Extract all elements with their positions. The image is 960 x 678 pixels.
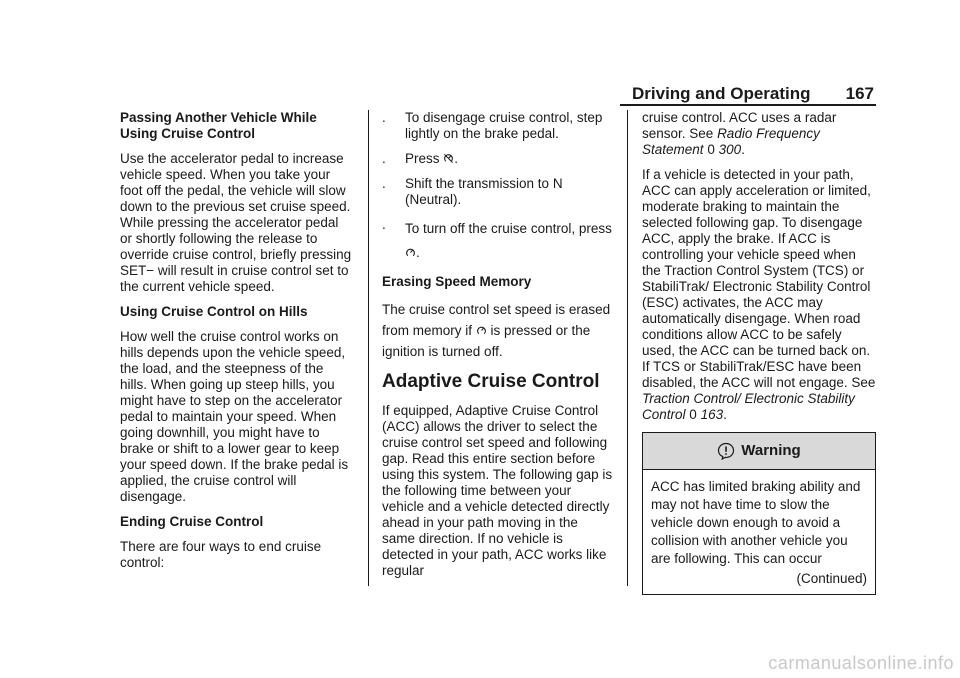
page-ref-number[interactable]: 163 <box>700 407 724 422</box>
column-2 <box>382 110 614 588</box>
heading-ending: Ending Cruise Control <box>120 514 264 529</box>
link-traction-control[interactable]: Traction Control/ Electronic Stability Control <box>642 391 855 422</box>
bullet-marker: . <box>382 151 386 166</box>
paragraph-passing: Use the accelerator pedal to increase vehicle speed. When you take your foot off the pedal, the vehicle will slow down to the previous set cruise speed. While pressing the accelerator pedal or shortly following the release to override cruise control, briefly pressing SET− will result in cruise control set to the current vehicle speed. <box>120 151 352 294</box>
list-item <box>382 151 614 167</box>
paragraph-ending: There are four ways to end cruise control: <box>120 539 322 570</box>
list-item <box>382 110 614 142</box>
list-item <box>382 176 614 208</box>
warning-header <box>643 433 875 470</box>
heading-passing: Passing Another Vehicle While Using Cruise Control <box>120 110 317 141</box>
bullet-text: Shift the transmission to N (Neutral). <box>405 176 563 207</box>
watermark: carmanualsonline.info <box>768 653 954 673</box>
page-number: 167 <box>845 84 874 103</box>
page-ref-number[interactable]: 300 <box>718 142 742 157</box>
heading-adaptive-cruise: Adaptive Cruise Control <box>382 371 600 392</box>
cruise-cancel-icon <box>443 153 454 164</box>
column-divider-1 <box>368 110 369 586</box>
warning-title: Warning <box>741 442 801 459</box>
warning-icon <box>717 442 735 460</box>
column-1 <box>120 110 352 580</box>
paragraph-hills: How well the cruise control works on hills depends upon the vehicle speed, the load, and the steepness of the hills. When going up steep hills, you might have to step on the accelerator pedal to maintain your speed. When going downhill, you might have to brake or shift to a lower gear to keep your speed down. If the brake pedal is applied, the cruise control will disengage. <box>120 329 349 504</box>
page-ref-arrow-icon: 0 <box>689 407 697 422</box>
cruise-on-off-icon <box>476 325 487 336</box>
paragraph-erasing: The cruise control set speed is erased from memory if <box>382 302 611 338</box>
warning-text: ACC has limited braking ability and may not have time to slow the vehicle down enough to avoid a collision with another vehicle you are following. This can occur <box>651 479 861 566</box>
column-divider-2 <box>627 110 628 586</box>
page-ref-arrow-icon: 0 <box>707 142 715 157</box>
bullet-text: To disengage cruise control, step lightly on the brake pedal. <box>405 110 603 141</box>
column-3: cruise control. ACC uses a radar sensor. See Radio Frequency Statement 0 300. If a vehicle is detected in your path, ACC can apply acceleration or limited, moderate braking to maintain the selected following gap. To disengage ACC, apply the brake. If ACC is controlling your vehicle speed when the Traction Control System (TCS) or StabiliTrak/ Electronic Stability Control (ESC) activates, the ACC may automatically disengage. When road conditions allow ACC to be safely used, the ACC can be turned back on. If TCS or StabiliTrak/ESC have been disabled, the ACC will not engage. See Traction Control/ Electronic Stability Control 0 163. Warning ACC has limited braking ability and may not have time to slow the vehicle down enough to avoid a collision with another vehicle you are following. This can occur (Continued) <box>642 110 878 595</box>
bullet-marker: . <box>382 176 386 191</box>
paragraph-acc-cont: cruise control. ACC uses a radar sensor. See <box>642 110 837 141</box>
bullet-marker: . <box>382 110 386 125</box>
bullet-marker: . <box>382 217 386 232</box>
page-header <box>620 80 876 106</box>
paragraph-acc-detect: If a vehicle is detected in your path, ACC can apply acceleration or limited, moderate braking to maintain the selected following gap. To disengage ACC, apply the brake. If ACC is controlling your vehicle speed when the Traction Control System (TCS) or StabiliTrak/ Electronic Stability Control (ESC) activates, the ACC may automatically disengage. When road conditions allow ACC to be safely used, the ACC can be turned back on. If TCS or StabiliTrak/ESC have been disabled, the ACC will not engage. See <box>642 167 876 390</box>
header-rule <box>620 104 876 106</box>
cruise-on-off-icon <box>405 247 416 258</box>
warning-box <box>642 432 876 595</box>
bullet-text: To turn off the cruise control, press <box>405 221 612 236</box>
bullet-text: Press <box>405 151 444 166</box>
paragraph-acc: If equipped, Adaptive Cruise Control (ACC) allows the driver to select the cruise control set speed and following gap. Read this entire section before using this system. The following gap is the following time between your vehicle and a vehicle detected directly ahead in your path moving in the same direction. If no vehicle is detected in your path, ACC works like regular <box>382 403 613 578</box>
paragraph-erasing-end: is pressed or the ignition is turned off. <box>382 323 591 359</box>
bullet-text-end: . <box>454 151 459 166</box>
heading-hills: Using Cruise Control on Hills <box>120 304 308 319</box>
bullet-text-end: . <box>416 245 420 260</box>
heading-erasing: Erasing Speed Memory <box>382 274 532 289</box>
continued-label: (Continued) <box>796 571 867 586</box>
list-item <box>382 217 614 265</box>
section-title: Driving and Operating <box>632 84 811 103</box>
link-radio-frequency[interactable]: Radio Frequency Statement <box>642 126 820 157</box>
